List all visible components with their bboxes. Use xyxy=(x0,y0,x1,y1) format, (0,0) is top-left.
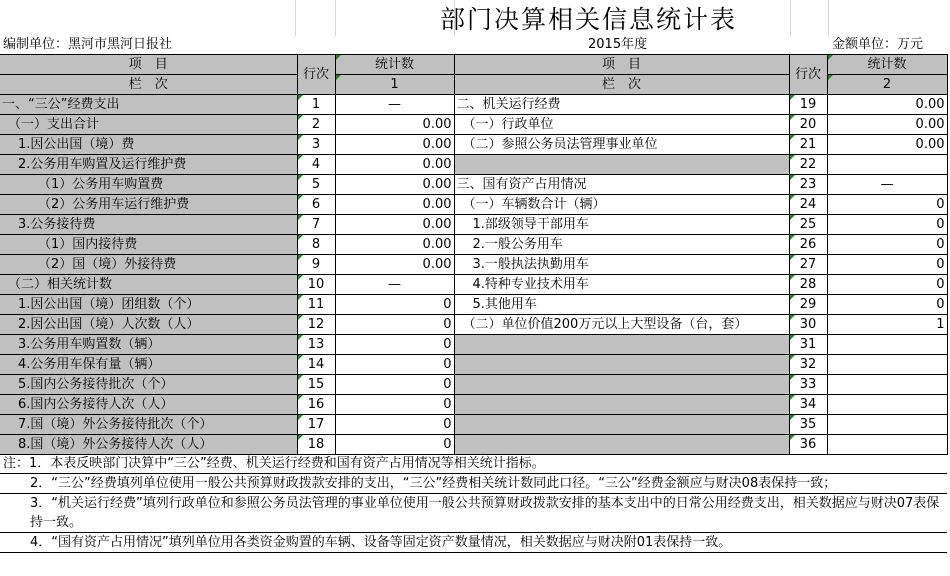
left-stat-value: 0.00 xyxy=(335,215,454,235)
left-stat-value: 0.00 xyxy=(335,235,454,255)
right-item-label: （一）车辆数合计（辆） xyxy=(454,195,789,215)
right-item-label: 二、机关运行经费 xyxy=(454,95,789,115)
left-item-label: 6.国内公务接待人次（人） xyxy=(0,395,297,415)
left-row-number: 12 xyxy=(297,315,335,335)
left-item-label: （1）公务用车购置费 xyxy=(0,175,297,195)
note-3: 3．“机关运行经费”填列行政单位和参照公务员法管理的事业单位使用一般公共预算财政拨款安排的基本支出中的日常公用经费支出，相关数据应与财决07表保持一致。 xyxy=(0,494,947,533)
table-row xyxy=(0,115,947,135)
right-item-label xyxy=(454,415,789,435)
note-2: 2．“三公”经费填列单位使用一般公共预算财政拨款安排的支出，“三公”经费相关统计数同此口径。“三公”经费金额应与财决08表保持一致； xyxy=(0,474,947,494)
left-row-number: 4 xyxy=(297,155,335,175)
right-row-number: 20 xyxy=(789,115,827,135)
left-item-label: 一、“三公”经费支出 xyxy=(0,95,297,115)
left-item-label: （2）国（境）外接待费 xyxy=(0,255,297,275)
table-row xyxy=(0,135,947,155)
left-item-label: 1.因公出国（境）费 xyxy=(0,135,297,155)
right-item-label xyxy=(454,355,789,375)
right-stat-value xyxy=(827,375,947,395)
table-row xyxy=(0,235,947,255)
right-item-label: 三、国有资产占用情况 xyxy=(454,175,789,195)
table-row xyxy=(0,255,947,275)
left-item-label: 3.公务用车购置数（辆） xyxy=(0,335,297,355)
table-row xyxy=(0,375,947,395)
right-stat-value: 0 xyxy=(827,275,947,295)
left-item-label: （二）相关统计数 xyxy=(0,275,297,295)
table-row xyxy=(0,315,947,335)
table-row xyxy=(0,95,947,115)
right-stat-value: — xyxy=(827,175,947,195)
header-stat-right: 统计数 xyxy=(827,55,947,75)
right-row-number: 24 xyxy=(789,195,827,215)
left-row-number: 1 xyxy=(297,95,335,115)
right-stat-value xyxy=(827,155,947,175)
right-row-number: 35 xyxy=(789,415,827,435)
right-row-number: 36 xyxy=(789,435,827,455)
right-stat-value xyxy=(827,355,947,375)
left-row-number: 10 xyxy=(297,275,335,295)
right-item-label xyxy=(454,435,789,455)
header-rowno-right: 行次 xyxy=(789,55,827,95)
right-item-label: （二）参照公务员法管理事业单位 xyxy=(454,135,789,155)
table-row xyxy=(0,215,947,235)
left-row-number: 16 xyxy=(297,395,335,415)
right-item-label: 4.特种专业技术用车 xyxy=(454,275,789,295)
left-stat-value: 0 xyxy=(335,295,454,315)
right-stat-value: 0.00 xyxy=(827,135,947,155)
notes-section xyxy=(0,454,947,553)
table-row xyxy=(0,295,947,315)
left-item-label: 1.因公出国（境）团组数（个） xyxy=(0,295,297,315)
left-stat-value: 0 xyxy=(335,415,454,435)
left-row-number: 3 xyxy=(297,135,335,155)
left-item-label: （2）公务用车运行维护费 xyxy=(0,195,297,215)
reporting-unit: 编制单位：黑河市黑河日报社 xyxy=(3,37,173,52)
left-stat-value: 0.00 xyxy=(335,115,454,135)
note-1: 注：1．本表反映部门决算中“三公”经费、机关运行经费和国有资产占用情况等相关统计指标。 xyxy=(0,454,947,474)
left-stat-value: 0 xyxy=(335,395,454,415)
table-row xyxy=(0,275,947,295)
left-stat-value: 0.00 xyxy=(335,175,454,195)
right-stat-value xyxy=(827,415,947,435)
left-stat-value: 0 xyxy=(335,315,454,335)
right-stat-value xyxy=(827,335,947,355)
right-row-number: 29 xyxy=(789,295,827,315)
left-row-number: 15 xyxy=(297,375,335,395)
right-row-number: 31 xyxy=(789,335,827,355)
header-stat-col-right: 2 xyxy=(827,75,947,95)
left-item-label: 5.国内公务接待批次（个） xyxy=(0,375,297,395)
header-stat-left: 统计数 xyxy=(335,55,454,75)
table-row xyxy=(0,435,947,455)
header-item-right: 项 目 xyxy=(454,55,789,75)
right-row-number: 33 xyxy=(789,375,827,395)
left-item-label: 7.国（境）外公务接待批次（个） xyxy=(0,415,297,435)
right-item-label: 1.部级领导干部用车 xyxy=(454,215,789,235)
right-stat-value: 0.00 xyxy=(827,95,947,115)
right-row-number: 25 xyxy=(789,215,827,235)
right-item-label xyxy=(454,335,789,355)
table-row xyxy=(0,355,947,375)
right-row-number: 32 xyxy=(789,355,827,375)
left-row-number: 5 xyxy=(297,175,335,195)
left-row-number: 8 xyxy=(297,235,335,255)
left-stat-value: 0 xyxy=(335,375,454,395)
header-rowno-left: 行次 xyxy=(297,55,335,95)
right-row-number: 19 xyxy=(789,95,827,115)
right-row-number: 26 xyxy=(789,235,827,255)
right-stat-value: 0 xyxy=(827,215,947,235)
left-item-label: （一）支出合计 xyxy=(0,115,297,135)
left-stat-value: 0.00 xyxy=(335,255,454,275)
right-stat-value: 0.00 xyxy=(827,115,947,135)
left-item-label: 2.公务用车购置及运行维护费 xyxy=(0,155,297,175)
right-row-number: 22 xyxy=(789,155,827,175)
left-stat-value: — xyxy=(335,275,454,295)
right-row-number: 21 xyxy=(789,135,827,155)
right-stat-value: 0 xyxy=(827,235,947,255)
left-stat-value: 0 xyxy=(335,435,454,455)
left-stat-value: — xyxy=(335,95,454,115)
right-item-label xyxy=(454,395,789,415)
right-item-label: （一）行政单位 xyxy=(454,115,789,135)
left-item-label: 8.国（境）外公务接待人次（人） xyxy=(0,435,297,455)
left-stat-value: 0.00 xyxy=(335,195,454,215)
right-item-label xyxy=(454,155,789,175)
right-stat-value: 0 xyxy=(827,255,947,275)
left-row-number: 7 xyxy=(297,215,335,235)
left-stat-value: 0.00 xyxy=(335,135,454,155)
right-item-label xyxy=(454,375,789,395)
left-row-number: 14 xyxy=(297,355,335,375)
right-stat-value: 0 xyxy=(827,195,947,215)
right-stat-value xyxy=(827,435,947,455)
table-row xyxy=(0,395,947,415)
table-row xyxy=(0,175,947,195)
right-item-label: 2.一般公务用车 xyxy=(454,235,789,255)
right-row-number: 27 xyxy=(789,255,827,275)
table-row xyxy=(0,415,947,435)
table-row xyxy=(0,195,947,215)
fiscal-year: 2015年度 xyxy=(588,37,648,52)
left-row-number: 13 xyxy=(297,335,335,355)
page-title: 部门决算相关信息统计表 xyxy=(440,5,738,34)
note-4: 4．“国有资产占用情况”填列单位用各类资金购置的车辆、设备等固定资产数量情况，相关数据应与财决附01表保持一致。 xyxy=(0,533,947,553)
table-row xyxy=(0,335,947,355)
left-row-number: 6 xyxy=(297,195,335,215)
statistics-table xyxy=(0,54,948,455)
right-item-label: 3.一般执法执勤用车 xyxy=(454,255,789,275)
left-row-number: 9 xyxy=(297,255,335,275)
left-row-number: 17 xyxy=(297,415,335,435)
left-stat-value: 0 xyxy=(335,335,454,355)
right-item-label: 5.其他用车 xyxy=(454,295,789,315)
left-item-label: 4.公务用车保有量（辆） xyxy=(0,355,297,375)
header-item-left: 项 目 xyxy=(0,55,297,75)
right-row-number: 23 xyxy=(789,175,827,195)
right-row-number: 34 xyxy=(789,395,827,415)
right-stat-value xyxy=(827,395,947,415)
header-column-left: 栏 次 xyxy=(0,75,297,95)
left-row-number: 11 xyxy=(297,295,335,315)
left-row-number: 18 xyxy=(297,435,335,455)
left-item-label: （1）国内接待费 xyxy=(0,235,297,255)
right-stat-value: 0 xyxy=(827,295,947,315)
left-stat-value: 0.00 xyxy=(335,155,454,175)
right-item-label: （二）单位价值200万元以上大型设备（台，套） xyxy=(454,315,789,335)
left-row-number: 2 xyxy=(297,115,335,135)
header-column-right: 栏 次 xyxy=(454,75,789,95)
right-stat-value: 1 xyxy=(827,315,947,335)
header-stat-col-left: 1 xyxy=(335,75,454,95)
right-row-number: 28 xyxy=(789,275,827,295)
amount-unit: 金额单位：万元 xyxy=(832,37,924,52)
table-row xyxy=(0,155,947,175)
left-item-label: 2.因公出国（境）人次数（人） xyxy=(0,315,297,335)
left-stat-value: 0 xyxy=(335,355,454,375)
left-item-label: 3.公务接待费 xyxy=(0,215,297,235)
right-row-number: 30 xyxy=(789,315,827,335)
